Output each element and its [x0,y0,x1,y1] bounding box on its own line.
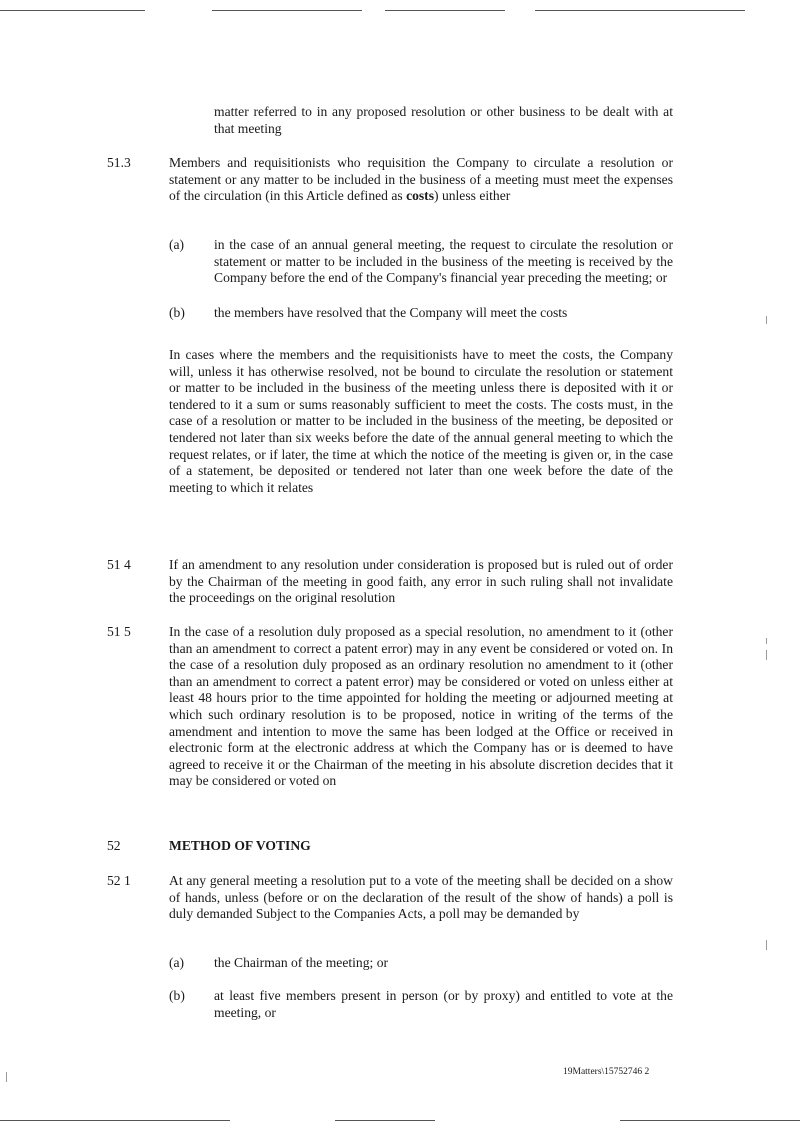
clause-number-51-5: 51 5 [107,624,131,639]
top-rule-1 [0,10,145,11]
item-label-52-a: (a) [169,955,185,970]
margin-mark-3 [766,650,767,660]
bottom-rule-1 [0,1120,230,1121]
intro-paragraph: matter referred to in any proposed resolution or other business to be dealt with at that meeting [214,104,673,136]
clause-51-3-text-after: ) unless either [434,188,511,204]
top-rule-4 [535,10,745,11]
clause-number-52-1: 52 1 [107,873,131,888]
bottom-rule-2 [335,1120,435,1121]
item-label-52-b: (b) [169,988,185,1003]
item-label-b: (b) [169,305,185,320]
section-number-52: 52 [107,838,121,853]
bottom-rule-3 [620,1120,800,1121]
section-title-method-of-voting: METHOD OF VOTING [169,838,311,853]
item-b-text: the members have resolved that the Company will meet the costs [214,305,568,320]
margin-mark-2 [766,638,767,644]
item-label-a: (a) [169,237,185,252]
margin-mark-5 [6,1072,7,1082]
document-reference: 19Matters\15752746 2 [563,1067,650,1077]
item-52-a-text: the Chairman of the meeting; or [214,955,389,970]
clause-51-4-text: If an amendment to any resolution under consideration is proposed but is ruled out of order by the Chairman of the meeting in good faith, any error in such ruling shall not invalidate the proceedings on the original resolution [169,557,673,606]
clause-52-1-text: At any general meeting a resolution put to a vote of the meeting shall be decided on a show of hands, unless (before or on the declaration of the result of the show of hands) a poll is duly demanded Subject to the Companies Acts, a poll may be demanded by [169,873,673,922]
margin-mark-4 [766,940,767,950]
clause-number-51-4: 51 4 [107,557,131,572]
item-52-b-text: at least five members present in person (or by proxy) and entitled to vote at the meeting, or [214,988,673,1020]
clause-51-3-text-before: Members and requisitionists who requisition the Company to circulate a resolution or statement or any matter to be included in the business of a meeting must meet the expenses of the circulation (in this Article defined as [169,155,673,204]
clause-51-5-text: In the case of a resolution duly proposed as a special resolution, no amendment to it (other than an amendment to correct a patent error) may in any event be considered or voted on. In the case of a resolution duly proposed as an ordinary resolution no amendment to it (other than an amendment to correct a patent error) may be considered or voted on unless either at least 48 hours prior to the time appointed for holding the meeting or adjourned meeting at which such ordinary resolution is to be proposed, notice in writing of the terms of the amendment and intention to move the same has been lodged at the Office or received in electronic form at the electronic address at which the Company has or is deemed to have agreed to receive it or the Chairman of the meeting in his absolute discretion decides that it may be considered or voted on [169,624,673,789]
top-rule-2 [212,10,362,11]
top-rule-3 [385,10,505,11]
defined-term-costs: costs [406,188,435,204]
margin-mark-1 [766,316,767,324]
clause-51-3-paragraph: In cases where the members and the requisitionists have to meet the costs, the Company will, unless it has otherwise resolved, not be bound to circulate the resolution or statement or matter to be included in the business of the meeting unless there is deposited with it or tendered to it a sum or sums reasonably sufficient to meet the costs. The costs must, in the case of a resolution or matter to be included in the business of the meeting, be deposited or tendered not later than six weeks before the date of the annual general meeting to which the request relates, or if later, the time at which the notice of the meeting is given or, in the case of a statement, be deposited or tendered not later than one week before the date of the meeting to which it relates [169,347,673,495]
item-a-text: in the case of an annual general meeting, the request to circulate the resolution or statement or matter to be included in the business of the meeting is received by the Company before the end of the Company's financial year preceding the meeting; or [214,237,673,286]
clause-number-51-3: 51.3 [107,155,131,170]
clause-51-3-text [169,155,673,205]
